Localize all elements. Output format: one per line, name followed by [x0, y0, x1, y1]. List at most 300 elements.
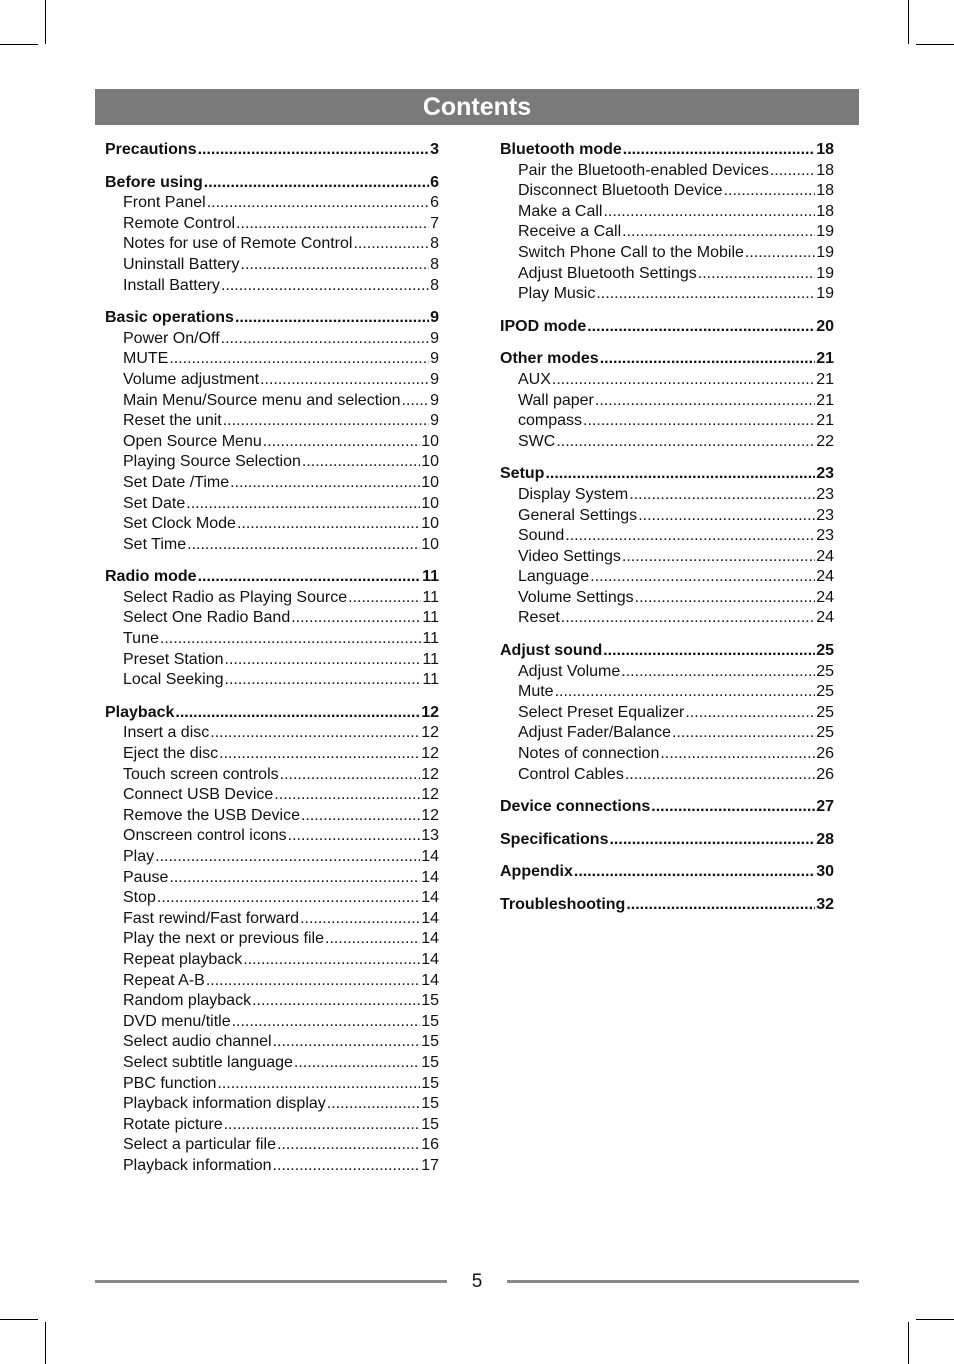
toc-item-label: Select audio channel — [123, 1033, 272, 1051]
dot-leader — [629, 485, 815, 506]
toc-item[interactable] — [500, 765, 834, 786]
toc-heading[interactable] — [500, 895, 834, 916]
dot-leader — [186, 494, 420, 515]
dot-leader — [198, 567, 422, 588]
dot-leader — [224, 1115, 421, 1136]
dot-leader — [622, 547, 815, 568]
toc-item[interactable] — [105, 391, 439, 412]
toc-heading-page: 21 — [816, 350, 834, 368]
toc-item[interactable] — [105, 193, 439, 214]
toc-item-page: 14 — [421, 868, 439, 886]
toc-heading-label: Before using — [105, 173, 203, 191]
toc-item-page: 19 — [816, 223, 834, 241]
toc-item-label: Select subtitle language — [123, 1053, 293, 1071]
toc-item-label: Repeat A-B — [123, 971, 205, 989]
toc-item-page: 19 — [816, 264, 834, 282]
dot-leader — [236, 214, 429, 235]
dot-leader — [600, 349, 816, 370]
toc-item-label: Volume Settings — [518, 588, 634, 606]
page-title-bar — [95, 89, 859, 125]
toc-item-page: 11 — [422, 671, 439, 689]
dot-leader — [291, 608, 421, 629]
toc-item-page: 10 — [421, 494, 439, 512]
toc-item[interactable] — [500, 181, 834, 202]
toc-item-page: 18 — [816, 182, 834, 200]
toc-heading-label: IPOD mode — [500, 317, 587, 335]
toc-item[interactable] — [500, 391, 834, 412]
dot-leader — [288, 826, 421, 847]
toc-heading-label: Playback — [105, 703, 175, 721]
toc-item-page: 8 — [430, 276, 439, 294]
toc-item-label: Display System — [518, 485, 629, 503]
toc-heading-label: Bluetooth mode — [500, 141, 622, 158]
toc-item-page: 15 — [421, 992, 439, 1010]
toc-item-page: 9 — [430, 370, 439, 388]
toc-heading-page: 18 — [816, 141, 834, 158]
toc-item-label: Select Radio as Playing Source — [123, 588, 348, 606]
dot-leader — [207, 193, 429, 214]
dot-leader — [565, 526, 815, 547]
footer-rule-left — [95, 1280, 447, 1283]
toc-item-page: 23 — [816, 527, 834, 545]
dot-leader — [273, 1156, 421, 1177]
dot-leader — [609, 830, 815, 851]
toc-item-page: 23 — [816, 485, 834, 503]
crop-mark — [0, 1319, 38, 1320]
dot-leader — [552, 370, 815, 391]
toc-item-label: DVD menu/title — [123, 1012, 231, 1030]
toc-item-label: Playback information display — [123, 1095, 326, 1113]
dot-leader — [402, 391, 430, 412]
toc-heading[interactable] — [500, 641, 834, 662]
toc-item-label: Repeat playback — [123, 950, 243, 968]
toc-item-page: 18 — [816, 202, 834, 220]
toc-item[interactable] — [500, 723, 834, 744]
toc-item-label: Insert a disc — [123, 724, 210, 742]
toc-item-label: Notes of connection — [518, 745, 660, 763]
toc-item-label: Video Settings — [518, 547, 621, 565]
toc-item-label: Adjust Fader/Balance — [518, 724, 671, 742]
toc-item-page: 6 — [430, 194, 439, 212]
dot-leader — [243, 950, 420, 971]
toc-heading-page: 25 — [816, 642, 834, 660]
dot-leader — [603, 641, 815, 662]
toc-item[interactable] — [105, 847, 439, 868]
toc-item[interactable] — [105, 1012, 439, 1033]
toc-section — [500, 797, 834, 818]
toc-item[interactable] — [105, 349, 439, 370]
toc-item-label: compass — [518, 412, 583, 430]
toc-item-label: Set Date — [123, 494, 186, 512]
dot-leader — [155, 847, 420, 868]
toc-item-page: 12 — [421, 745, 439, 763]
toc-item[interactable] — [105, 214, 439, 235]
toc-item-label: Local Seeking — [123, 671, 224, 689]
dot-leader — [745, 243, 815, 264]
page-title: Contents — [422, 92, 532, 121]
toc-item-page: 21 — [816, 391, 834, 409]
dot-leader — [724, 181, 816, 202]
dot-leader — [583, 411, 815, 432]
toc-item-label: Set Clock Mode — [123, 515, 236, 533]
toc-section — [105, 567, 439, 691]
dot-leader — [625, 765, 815, 786]
toc-item-page: 11 — [422, 588, 439, 606]
dot-leader — [263, 432, 420, 453]
toc-item-page: 8 — [430, 255, 439, 273]
toc-item[interactable] — [500, 506, 834, 527]
toc-item[interactable] — [500, 703, 834, 724]
toc-item[interactable] — [105, 909, 439, 930]
toc-item-page: 24 — [816, 568, 834, 586]
toc-item-label: MUTE — [123, 350, 169, 368]
toc-heading-label: Appendix — [500, 863, 573, 881]
dot-leader — [587, 317, 815, 338]
toc-heading-page: 9 — [430, 309, 439, 327]
toc-item-page: 9 — [430, 329, 439, 347]
toc-item-label: General Settings — [518, 506, 638, 524]
toc-item[interactable] — [105, 888, 439, 909]
toc-item-label: Play Music — [518, 285, 596, 303]
crop-mark — [45, 1322, 46, 1364]
toc-item-page: 12 — [421, 765, 439, 783]
toc-item[interactable] — [500, 264, 834, 285]
toc-heading[interactable] — [500, 317, 834, 338]
toc-item[interactable] — [105, 650, 439, 671]
crop-mark — [916, 44, 954, 45]
toc-item[interactable] — [105, 411, 439, 432]
toc-item-page: 21 — [816, 412, 834, 430]
toc-heading-page: 32 — [816, 896, 834, 913]
toc-heading[interactable] — [105, 173, 439, 194]
toc-item[interactable] — [500, 662, 834, 683]
toc-item-page: 9 — [430, 350, 439, 368]
dot-leader — [325, 929, 420, 950]
toc-heading-label: Device connections — [500, 798, 651, 816]
toc-item[interactable] — [105, 588, 439, 609]
toc-heading-page: 6 — [430, 173, 439, 191]
toc-item-label: Volume adjustment — [123, 370, 260, 388]
crop-mark — [45, 0, 46, 44]
toc-item[interactable] — [105, 971, 439, 992]
toc-item[interactable] — [500, 588, 834, 609]
toc-item[interactable] — [105, 1053, 439, 1074]
toc-section — [500, 895, 834, 916]
toc-item-page: 12 — [421, 786, 439, 804]
toc-item[interactable] — [500, 526, 834, 547]
dot-leader — [626, 895, 815, 916]
dot-leader — [225, 650, 422, 671]
toc-item[interactable] — [105, 868, 439, 889]
toc-right-column — [500, 140, 834, 928]
footer-rule-right — [507, 1280, 859, 1283]
toc-heading-label: Basic operations — [105, 309, 234, 327]
toc-item[interactable] — [105, 991, 439, 1012]
dot-leader — [204, 173, 429, 194]
dot-leader — [206, 971, 420, 992]
toc-item[interactable] — [105, 765, 439, 786]
toc-left-column — [105, 140, 439, 1189]
toc-item[interactable] — [105, 744, 439, 765]
toc-item[interactable] — [105, 608, 439, 629]
dot-leader — [219, 744, 420, 765]
toc-section — [105, 703, 439, 1177]
toc-heading-label: Adjust sound — [500, 642, 603, 660]
toc-item[interactable] — [105, 950, 439, 971]
dot-leader — [230, 473, 420, 494]
dot-leader — [574, 862, 815, 883]
toc-item[interactable] — [105, 255, 439, 276]
toc-item[interactable] — [105, 1115, 439, 1136]
toc-section — [105, 173, 439, 297]
toc-item-label: Mute — [518, 683, 554, 701]
toc-section — [500, 349, 834, 452]
toc-item-label: Open Source Menu — [123, 432, 262, 450]
dot-leader — [590, 567, 815, 588]
dot-leader — [280, 765, 421, 786]
toc-item[interactable] — [105, 1074, 439, 1095]
toc-item-label: Random playback — [123, 992, 252, 1010]
toc-item-page: 25 — [816, 683, 834, 701]
dot-leader — [217, 1074, 420, 1095]
toc-section — [105, 140, 439, 161]
toc-heading[interactable] — [500, 862, 834, 883]
toc-item[interactable] — [500, 161, 834, 182]
dot-leader — [595, 391, 815, 412]
toc-heading-page: 28 — [816, 830, 834, 848]
toc-item[interactable] — [105, 234, 439, 255]
toc-section — [500, 464, 834, 629]
dot-leader — [635, 588, 816, 609]
toc-item-label: Remove the USB Device — [123, 806, 300, 824]
dot-leader — [301, 806, 420, 827]
toc-item[interactable] — [105, 629, 439, 650]
dot-leader — [596, 284, 815, 305]
toc-item-page: 25 — [816, 703, 834, 721]
toc-item-label: SWC — [518, 432, 556, 450]
dot-leader — [237, 514, 420, 535]
toc-item-label: Wall paper — [518, 391, 594, 409]
toc-item[interactable] — [105, 670, 439, 691]
toc-item-label: Pause — [123, 868, 169, 886]
toc-section — [500, 317, 834, 338]
dot-leader — [169, 349, 429, 370]
toc-heading[interactable] — [105, 140, 439, 161]
dot-leader — [603, 202, 815, 223]
toc-item-page: 11 — [422, 609, 439, 627]
toc-item[interactable] — [105, 1032, 439, 1053]
toc-item[interactable] — [105, 1156, 439, 1177]
toc-item[interactable] — [500, 485, 834, 506]
toc-heading[interactable] — [105, 703, 439, 724]
dot-leader — [157, 888, 420, 909]
toc-item-page: 12 — [421, 724, 439, 742]
dot-leader — [225, 670, 422, 691]
toc-item-page: 24 — [816, 609, 834, 627]
toc-item-page: 8 — [430, 235, 439, 253]
toc-item-label: Select One Radio Band — [123, 609, 291, 627]
toc-item-label: Remote Control — [123, 214, 236, 232]
toc-item-label: Playback information — [123, 1156, 272, 1174]
toc-item-page: 18 — [816, 161, 834, 179]
toc-item-page: 12 — [421, 806, 439, 824]
toc-item-page: 16 — [421, 1136, 439, 1154]
toc-heading[interactable] — [500, 797, 834, 818]
toc-item-label: Adjust Volume — [518, 662, 621, 680]
toc-item-page: 14 — [421, 909, 439, 927]
toc-item[interactable] — [500, 222, 834, 243]
toc-item[interactable] — [500, 284, 834, 305]
dot-leader — [348, 588, 421, 609]
toc-item-page: 15 — [421, 1033, 439, 1051]
toc-item[interactable] — [105, 514, 439, 535]
toc-item-label: Front Panel — [123, 194, 206, 212]
dot-leader — [623, 140, 815, 161]
toc-item-page: 10 — [421, 535, 439, 553]
toc-item-label: Install Battery — [123, 276, 220, 294]
toc-item-page: 7 — [430, 214, 439, 232]
toc-item-label: Control Cables — [518, 765, 624, 783]
toc-item[interactable] — [105, 452, 439, 473]
dot-leader — [210, 723, 420, 744]
toc-item[interactable] — [105, 473, 439, 494]
toc-heading-label: Troubleshooting — [500, 896, 626, 913]
toc-item[interactable] — [105, 432, 439, 453]
toc-item-label: Set Time — [123, 535, 187, 553]
dot-leader — [273, 1032, 421, 1053]
toc-item-label: Main Menu/Source menu and selection — [123, 391, 401, 409]
toc-item-page: 21 — [816, 370, 834, 388]
toc-item[interactable] — [105, 494, 439, 515]
toc-heading-label: Radio mode — [105, 568, 197, 586]
toc-item-page: 24 — [816, 547, 834, 565]
toc-item-page: 19 — [816, 243, 834, 261]
dot-leader — [302, 452, 420, 473]
toc-item[interactable] — [105, 723, 439, 744]
toc-item-page: 9 — [430, 412, 439, 430]
toc-heading[interactable] — [500, 349, 834, 370]
toc-item[interactable] — [105, 806, 439, 827]
toc-item[interactable] — [500, 744, 834, 765]
toc-heading-label: Other modes — [500, 350, 599, 368]
toc-item[interactable] — [105, 826, 439, 847]
dot-leader — [175, 703, 420, 724]
toc-item[interactable] — [500, 547, 834, 568]
toc-item-page: 26 — [816, 765, 834, 783]
toc-heading[interactable] — [105, 567, 439, 588]
dot-leader — [621, 662, 815, 683]
toc-item-page: 11 — [422, 650, 439, 668]
toc-item[interactable] — [105, 329, 439, 350]
toc-item-page: 10 — [421, 473, 439, 491]
dot-leader — [556, 432, 815, 453]
toc-item-page: 15 — [421, 1053, 439, 1071]
toc-item-label: Language — [518, 568, 590, 586]
toc-section — [105, 308, 439, 555]
toc-item-label: Preset Station — [123, 650, 224, 668]
toc-item-page: 22 — [816, 432, 834, 450]
toc-heading-label: Precautions — [105, 141, 197, 158]
toc-heading-page: 30 — [816, 863, 834, 881]
toc-heading-label: Specifications — [500, 830, 609, 848]
dot-leader — [651, 797, 815, 818]
toc-heading[interactable] — [500, 830, 834, 851]
dot-leader — [622, 222, 815, 243]
toc-item[interactable] — [500, 202, 834, 223]
dot-leader — [241, 255, 430, 276]
toc-item[interactable] — [500, 567, 834, 588]
dot-leader — [353, 234, 429, 255]
toc-item-label: Eject the disc — [123, 745, 219, 763]
toc-item-label: Onscreen control icons — [123, 827, 287, 845]
toc-item[interactable] — [105, 785, 439, 806]
toc-item-page: 10 — [421, 515, 439, 533]
toc-item[interactable] — [105, 370, 439, 391]
toc-heading[interactable] — [500, 140, 834, 161]
toc-item-label: Tune — [123, 630, 159, 648]
toc-item-label: Connect USB Device — [123, 786, 274, 804]
toc-item-label: Stop — [123, 889, 156, 907]
toc-heading[interactable] — [500, 464, 834, 485]
page-number: 5 — [471, 1271, 483, 1292]
toc-item-page: 15 — [421, 1115, 439, 1133]
dot-leader — [169, 868, 420, 889]
toc-item[interactable] — [105, 535, 439, 556]
toc-heading[interactable] — [105, 308, 439, 329]
dot-leader — [660, 744, 815, 765]
crop-mark — [908, 0, 909, 44]
dot-leader — [672, 723, 815, 744]
toc-item[interactable] — [500, 682, 834, 703]
toc-item-page: 19 — [816, 285, 834, 303]
toc-heading-page: 11 — [422, 568, 439, 586]
dot-leader — [232, 1012, 421, 1033]
toc-item[interactable] — [500, 432, 834, 453]
toc-item[interactable] — [500, 411, 834, 432]
toc-section — [500, 140, 834, 305]
toc-item-label: Switch Phone Call to the Mobile — [518, 243, 744, 261]
toc-item-label: Playing Source Selection — [123, 453, 301, 471]
toc-item[interactable] — [500, 608, 834, 629]
dot-leader — [160, 629, 422, 650]
toc-item[interactable] — [105, 1135, 439, 1156]
toc-item-label: Adjust Bluetooth Settings — [518, 264, 697, 282]
toc-item-page: 9 — [430, 391, 439, 409]
toc-item-page: 10 — [421, 453, 439, 471]
toc-section — [500, 830, 834, 851]
toc-item-label: Fast rewind/Fast forward — [123, 909, 300, 927]
dot-leader — [555, 682, 816, 703]
toc-item[interactable] — [105, 1094, 439, 1115]
toc-item-label: Reset the unit — [123, 412, 222, 430]
crop-mark — [908, 1322, 909, 1364]
toc-item-label: Power On/Off — [123, 329, 220, 347]
toc-section — [500, 862, 834, 883]
toc-item-page: 11 — [422, 630, 439, 648]
dot-leader — [274, 785, 420, 806]
toc-item[interactable] — [105, 929, 439, 950]
toc-item-page: 10 — [421, 432, 439, 450]
toc-item-label: Play — [123, 848, 155, 865]
toc-item[interactable] — [105, 276, 439, 297]
toc-item-label: Select Preset Equalizer — [518, 703, 685, 721]
toc-item-label: Make a Call — [518, 202, 603, 220]
toc-item[interactable] — [500, 243, 834, 264]
toc-item-label: Play the next or previous file — [123, 930, 324, 948]
dot-leader — [221, 329, 429, 350]
toc-item[interactable] — [500, 370, 834, 391]
toc-heading-page: 3 — [430, 141, 439, 158]
